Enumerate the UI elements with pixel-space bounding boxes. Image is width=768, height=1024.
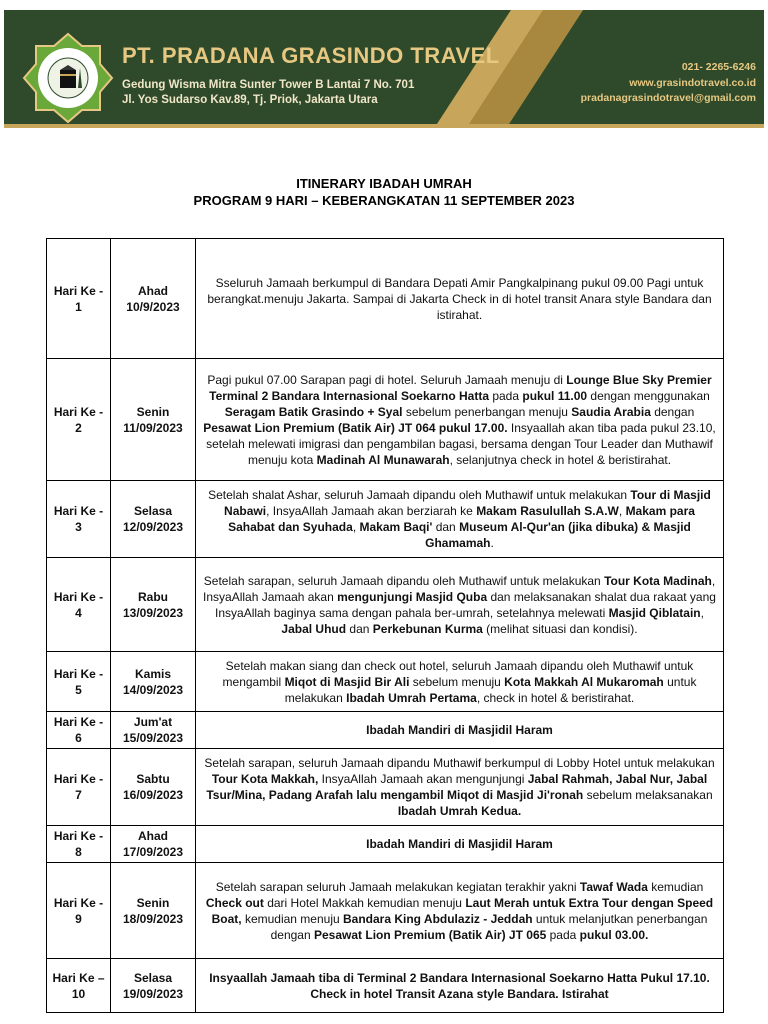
itinerary-row — [47, 558, 724, 652]
itinerary-row — [47, 959, 724, 1013]
description-segment: Madinah Al Munawarah — [316, 452, 450, 467]
description-cell — [196, 239, 724, 359]
description-cell — [196, 959, 724, 1013]
date-cell — [111, 826, 196, 863]
description-segment: Jabal Uhud — [281, 621, 347, 636]
date-cell — [111, 712, 196, 749]
weekday-text: Ahad — [138, 283, 168, 298]
day-cell: Hari Ke - 7 — [47, 749, 111, 826]
weekday-text: Jum'at — [133, 715, 173, 729]
date-cell — [111, 959, 196, 1013]
description-segment: Saudia Arabia — [571, 404, 651, 419]
description-segment: , InsyaAllah Jamaah akan — [203, 573, 716, 604]
day-cell: Hari Ke - 9 — [47, 863, 111, 959]
weekday-text: Selasa — [133, 970, 173, 985]
description-segment: Insyaallah akan tiba pada pukul 23.10, setelah melewati imigrasi dan pengambilan bagasi, bersama dengan Tour Leader dan Muthawif menuju kota — [206, 420, 716, 467]
weekday-text: Kamis — [134, 666, 172, 681]
description-segment: sebelum melaksanakan — [583, 788, 713, 802]
description-segment: Tour di Masjid Nabawi — [224, 488, 711, 518]
description-segment: Pesawat Lion Premium (Batik Air) JT 065 — [314, 927, 547, 942]
description-segment: kemudian — [647, 879, 704, 894]
company-logo — [22, 32, 114, 124]
description-segment: Museum Al-Qur'an (jika dibuka) — [459, 520, 639, 534]
description-segment: , — [352, 520, 360, 534]
description-cell — [196, 712, 724, 749]
description-segment: pada — [546, 927, 580, 942]
description-segment: . — [490, 536, 494, 550]
description-segment: untuk melakukan — [284, 674, 697, 705]
date-text: 10/9/2023 — [126, 299, 180, 314]
description-segment: , check in hotel & beristirahat. — [476, 690, 635, 705]
date-text: 18/09/2023 — [122, 911, 184, 926]
description-segment: , selanjutnya check in hotel & beristirahat. — [449, 452, 672, 467]
description-segment: Ibadah Mandiri di Masjidil Haram — [366, 837, 553, 851]
date-text: 13/09/2023 — [122, 605, 184, 620]
day-cell: Hari Ke – 10 — [47, 959, 111, 1013]
itinerary-row — [47, 652, 724, 712]
description-segment: dengan menggunakan — [587, 388, 710, 403]
description-segment: Jabal Rahmah, Jabal Nur, Jabal Tsur/Mina, Padang Arafah lalu mengambil Miqot di Masjid Ji'ronah — [206, 772, 708, 802]
date-cell — [111, 863, 196, 959]
address-line-1: Gedung Wisma Mitra Sunter Tower B Lantai 7 No. 701 — [122, 79, 415, 91]
description-cell — [196, 481, 724, 558]
description-segment: Setelah sarapan, seluruh Jamaah dipandu oleh Muthawif untuk melakukan — [203, 573, 605, 588]
day-cell: Hari Ke - 3 — [47, 481, 111, 558]
document-subtitle: PROGRAM 9 HARI – KEBERANGKATAN 11 SEPTEMBER 2023 — [193, 193, 575, 208]
description-segment: Masjid Qiblatain — [608, 605, 701, 620]
description-segment: , — [618, 504, 626, 518]
date-text: 19/09/2023 — [122, 986, 184, 1001]
gold-bottom-line — [4, 124, 764, 128]
description-segment: Check out — [205, 895, 264, 910]
itinerary-row — [47, 749, 724, 826]
description-segment: Pagi pukul 07.00 Sarapan pagi di hotel. Seluruh Jamaah menuju di — [207, 372, 567, 387]
description-segment: dan melaksanakan shalat dua rakaat yang InsyaAllah baginya sama dengan pahala ber-umrah, setelahnya melewati — [215, 589, 716, 620]
description-segment: Ibadah Umrah Pertama — [346, 690, 477, 705]
description-segment: dengan — [650, 404, 695, 419]
description-segment: Sseluruh Jamaah berkumpul di Bandara Depati Amir Pangkalpinang pukul 09.00 Pagi untuk berangkat.menuju Jakarta. Sampai di Jakarta Check in di hotel transit Anara style Bandara dan istirahat. — [207, 275, 712, 322]
description-segment: pukul 03.00. — [579, 927, 649, 942]
itinerary-row — [47, 359, 724, 481]
weekday-text: Sabtu — [136, 772, 170, 786]
weekday-text: Rabu — [138, 589, 168, 604]
header-banner — [4, 10, 764, 128]
description-segment: Bandara King Abdulaziz - Jeddah — [343, 911, 533, 926]
description-segment: Insyaallah Jamaah tiba di Terminal 2 Bandara Internasional Soekarno Hatta Pukul 17.10. Check in hotel Transit Azana style Bandara. Istirahat — [209, 970, 710, 1001]
phone-number: 021- 2265-6246 — [681, 61, 756, 73]
date-cell — [111, 481, 196, 558]
weekday-text: Senin — [136, 404, 170, 419]
description-segment: pada — [489, 388, 523, 403]
description-cell — [196, 749, 724, 826]
description-segment: untuk melanjutkan penerbangan dengan — [270, 911, 708, 942]
description-segment: Makam Rasulullah S.A.W — [476, 504, 619, 518]
day-cell: Hari Ke - 5 — [47, 652, 111, 712]
day-cell: Hari Ke - 4 — [47, 558, 111, 652]
description-segment: Ibadah Mandiri di Masjidil Haram — [366, 723, 553, 737]
description-segment: Setelah shalat Ashar, seluruh Jamaah dipandu oleh Muthawif untuk melakukan — [208, 488, 631, 502]
weekday-text: Ahad — [138, 829, 168, 843]
date-cell — [111, 652, 196, 712]
description-segment: Ibadah Umrah Kedua. — [397, 804, 522, 818]
description-cell — [196, 826, 724, 863]
description-segment: Kota Makkah Al Mukaromah — [504, 674, 664, 689]
description-segment: InsyaAllah Jamaah akan mengunjungi — [318, 772, 528, 786]
email-link[interactable]: pradanagrasindotravel@gmail.com — [580, 92, 756, 104]
description-segment: Laut Merah untuk Extra Tour dengan Speed Boat, — [211, 895, 714, 926]
website-link[interactable]: www.grasindotravel.co.id — [629, 77, 756, 89]
description-segment: (melihat situasi dan kondisi). — [482, 621, 638, 636]
description-segment: dan — [432, 520, 460, 534]
description-segment: Setelah sarapan, seluruh Jamaah dipandu Muthawif berkumpul di Lobby Hotel untuk melakukan — [204, 756, 715, 770]
description-segment: Makam para Sahabat dan Syuhada — [228, 504, 695, 534]
company-name: PT. PRADANA GRASINDO TRAVEL — [122, 43, 500, 68]
date-text: 16/09/2023 — [122, 788, 184, 802]
description-cell — [196, 558, 724, 652]
date-cell — [111, 749, 196, 826]
day-cell: Hari Ke - 8 — [47, 826, 111, 863]
address-line-2: Jl. Yos Sudarso Kav.89, Tj. Priok, Jakarta Utara — [122, 94, 378, 106]
date-cell — [111, 239, 196, 359]
itinerary-table — [46, 238, 724, 1013]
description-segment: kemudian menuju — [241, 911, 343, 926]
date-text: 12/09/2023 — [122, 520, 184, 534]
description-segment: dari Hotel Makkah kemudian menuju — [263, 895, 466, 910]
day-cell: Hari Ke - 2 — [47, 359, 111, 481]
description-cell — [196, 652, 724, 712]
description-segment: , InsyaAllah Jamaah akan berziarah ke — [266, 504, 477, 518]
description-segment: pukul 11.00 — [522, 388, 588, 403]
description-segment: Miqot di Masjid Bir Ali — [284, 674, 410, 689]
description-segment: Makam Baqi' — [359, 520, 433, 534]
description-segment: , — [700, 605, 704, 620]
date-text: 17/09/2023 — [122, 845, 184, 859]
description-segment: dan — [346, 621, 373, 636]
description-segment: Pesawat Lion Premium (Batik Air) JT 064 pukul 17.00. — [203, 420, 508, 435]
description-segment: Perkebunan Kurma — [372, 621, 483, 636]
date-text: 14/09/2023 — [122, 682, 184, 697]
itinerary-row — [47, 712, 724, 749]
document-title: ITINERARY IBADAH UMRAH — [296, 176, 472, 191]
itinerary-body — [47, 239, 724, 1013]
itinerary-row — [47, 239, 724, 359]
description-segment: Seragam Batik Grasindo + Syal — [224, 404, 403, 419]
description-segment: Tawaf Wada — [579, 879, 648, 894]
description-cell — [196, 863, 724, 959]
day-cell: Hari Ke - 6 — [47, 712, 111, 749]
itinerary-row — [47, 481, 724, 558]
date-cell — [111, 359, 196, 481]
date-cell — [111, 558, 196, 652]
day-cell: Hari Ke - 1 — [47, 239, 111, 359]
date-text: 15/09/2023 — [122, 731, 184, 745]
description-segment: & Masjid Ghamamah — [425, 520, 691, 550]
description-segment: sebelum menuju — [409, 674, 505, 689]
description-segment: Lounge Blue Sky Premier Terminal 2 Bandara Internasional Soekarno Hatta — [209, 372, 712, 403]
weekday-text: Senin — [136, 895, 170, 910]
description-segment: Setelah makan siang dan check out hotel, seluruh Jamaah dipandu oleh Muthawif untuk mengambil — [222, 658, 694, 689]
description-segment: sebelum penerbangan menuju — [402, 404, 572, 419]
date-text: 11/09/2023 — [123, 420, 183, 435]
itinerary-row — [47, 863, 724, 959]
description-segment: Setelah sarapan seluruh Jamaah melakukan kegiatan terakhir yakni — [215, 879, 580, 894]
description-segment: mengunjungi Masjid Quba — [337, 589, 488, 604]
weekday-text: Selasa — [133, 504, 173, 518]
itinerary-row — [47, 826, 724, 863]
description-segment: Tour Kota Makkah, — [211, 772, 319, 786]
description-segment: Tour Kota Madinah — [604, 573, 712, 588]
description-cell — [196, 359, 724, 481]
